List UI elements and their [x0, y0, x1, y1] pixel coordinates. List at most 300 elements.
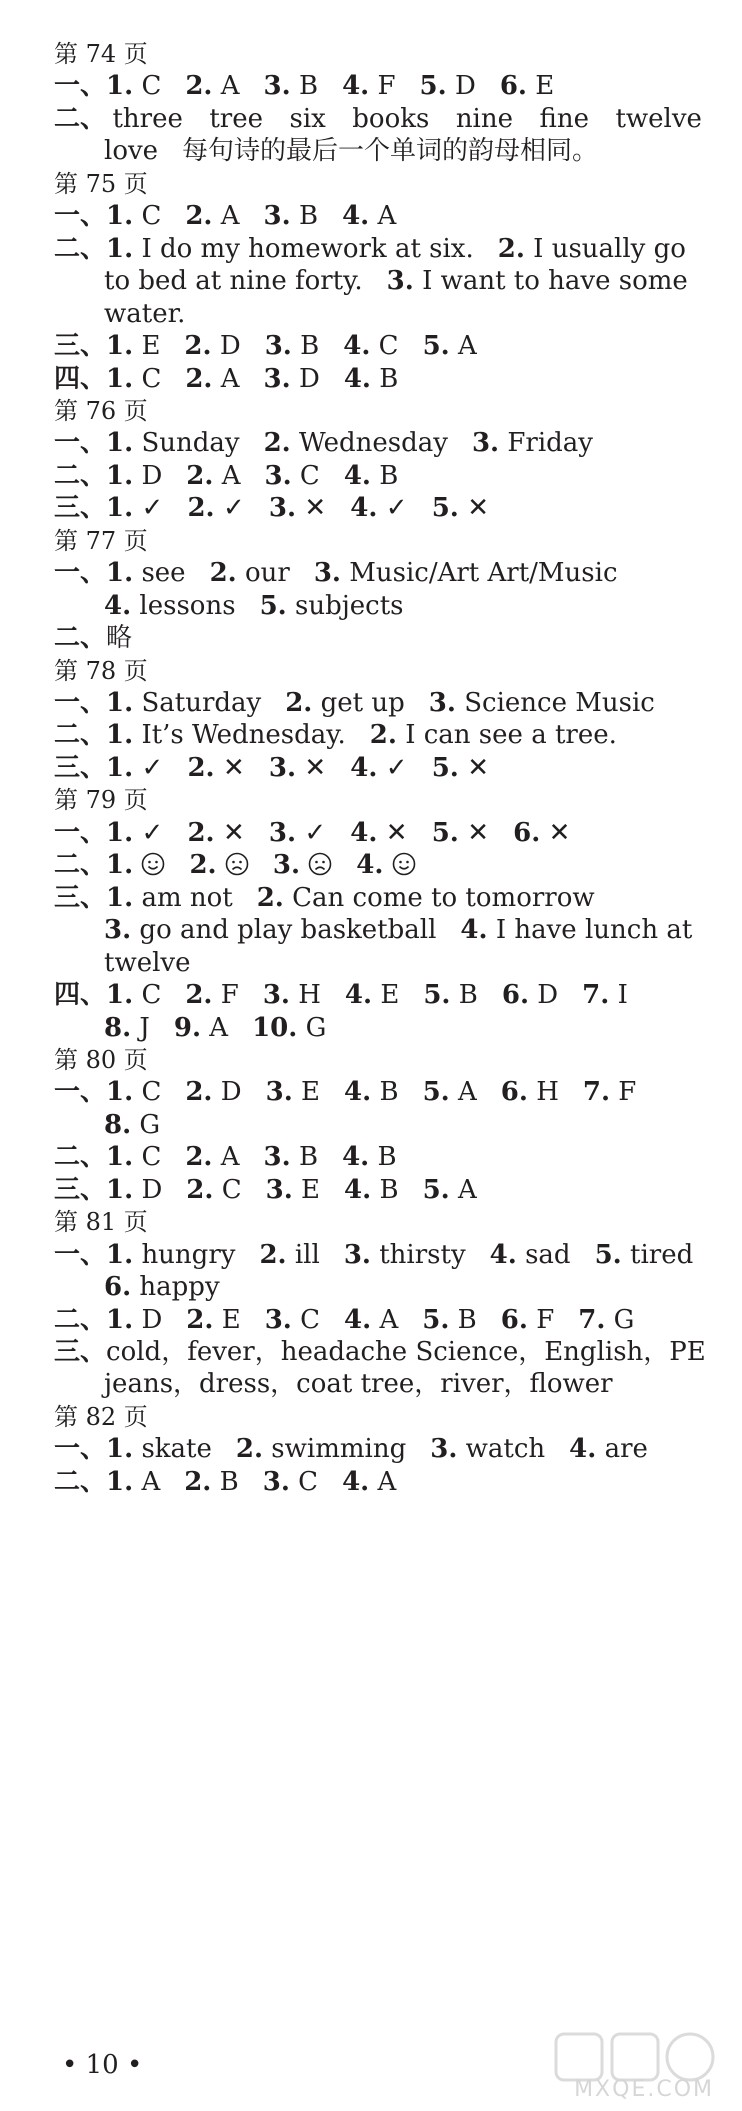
cross-mark-icon: ✕: [222, 817, 245, 848]
question-number: 1.: [106, 752, 134, 783]
answer-text: E: [301, 1077, 321, 1108]
answer-text: C: [221, 1174, 242, 1205]
answer-line: [54, 1336, 706, 1368]
answer-item: [314, 558, 618, 588]
question-number: 3.: [265, 1174, 293, 1205]
answer-line-continuation: [104, 265, 702, 297]
question-number: 1.: [106, 882, 134, 913]
answer-item: [106, 1142, 161, 1172]
answer-line: [54, 427, 702, 459]
answer-text: B: [379, 363, 399, 394]
question-number: 1.: [106, 850, 134, 881]
answer-item: [187, 753, 244, 783]
answer-line: [54, 1466, 702, 1498]
section-marker: 一、: [54, 817, 107, 848]
section-marker: 三、: [54, 752, 107, 783]
answer-text: are: [604, 1434, 648, 1465]
cross-mark-icon: ✕: [385, 817, 408, 848]
answer-item: [490, 1240, 571, 1270]
answer-line: [54, 817, 702, 849]
question-number: 1.: [106, 1239, 134, 1270]
answer-item: [265, 1305, 320, 1335]
answer-item: [106, 364, 161, 394]
answer-item: [106, 1240, 235, 1270]
answer-item: [106, 1077, 161, 1107]
cross-mark-icon: ✕: [467, 817, 490, 848]
answer-item: [106, 688, 261, 718]
answer-item: [186, 1305, 240, 1335]
question-number: 2.: [256, 882, 284, 913]
check-mark-icon: ✓: [222, 493, 245, 524]
answer-text: A: [457, 1077, 477, 1108]
question-number: 2.: [185, 1142, 213, 1173]
answer-item: [342, 201, 396, 231]
cross-mark-icon: ✕: [467, 752, 490, 783]
question-number: 4.: [342, 71, 370, 102]
answer-item: [502, 980, 558, 1010]
answer-item: [501, 1077, 559, 1107]
answer-text: H: [298, 980, 321, 1011]
answer-item: [106, 1305, 162, 1335]
question-number: 1.: [106, 558, 134, 589]
section-marker: 一、: [54, 1077, 107, 1108]
answer-text: Science Music: [464, 688, 655, 718]
question-number: 4.: [342, 1466, 370, 1497]
question-number: 2.: [184, 331, 212, 362]
question-number: 3.: [265, 1077, 293, 1108]
answer-item: [106, 1434, 212, 1464]
page-header: 第 80 页: [54, 1045, 148, 1074]
question-number: 1.: [106, 428, 134, 459]
answer-item: [342, 1142, 397, 1172]
question-number: 6.: [513, 817, 541, 848]
question-number: 2.: [185, 71, 213, 102]
answer-text: F: [220, 980, 239, 1011]
answer-line: [54, 622, 702, 654]
answer-item: [106, 234, 474, 264]
answer-item: [460, 915, 692, 945]
answer-text: fine: [539, 103, 589, 134]
answer-item: [569, 1434, 648, 1464]
answer-text: B: [377, 1142, 397, 1173]
question-number: 4.: [344, 1077, 372, 1108]
cross-mark-icon: ✕: [548, 817, 571, 848]
answer-item: [264, 1142, 319, 1172]
answer-text: I usually go: [533, 233, 686, 264]
answer-text: D: [454, 71, 476, 102]
question-number: 4.: [489, 1239, 517, 1270]
answer-text: Music/Art Art/Music: [349, 558, 618, 589]
answer-item: [266, 1175, 320, 1205]
answer-text: A: [220, 201, 240, 232]
answer-item: [106, 461, 162, 491]
answer-text: C: [141, 980, 162, 1011]
question-number: 6.: [104, 1272, 132, 1303]
answer-text: E: [535, 71, 555, 102]
answer-text: water.: [104, 298, 186, 329]
answer-text: E: [301, 1174, 321, 1205]
answer-text: subjects: [294, 590, 404, 621]
watermark-logo: [552, 2028, 722, 2108]
answer-text: E: [141, 331, 161, 362]
answer-item: [432, 818, 489, 848]
answer-item: [342, 71, 395, 101]
answer-item: [289, 103, 325, 135]
question-number: 7.: [582, 980, 610, 1011]
answer-item: [423, 1175, 477, 1205]
answer-text: G: [305, 1012, 327, 1043]
question-number: 6.: [501, 980, 530, 1011]
answer-item: [104, 136, 158, 166]
answer-line: [54, 557, 702, 589]
question-number: 2.: [235, 1434, 264, 1465]
page-header: 第 78 页: [54, 656, 148, 685]
answer-text: I can see a tree.: [405, 720, 617, 751]
answer-item: [185, 71, 239, 101]
answer-item: [423, 980, 478, 1010]
section-marker: 二、: [54, 1142, 107, 1173]
question-number: 1.: [106, 1077, 134, 1108]
question-number: 1.: [106, 1304, 134, 1335]
answer-item: [185, 980, 238, 1010]
answer-text: skate: [141, 1434, 212, 1465]
answer-line-continuation: [104, 914, 702, 946]
answer-text: F: [377, 71, 396, 102]
answer-item: [252, 1013, 326, 1043]
answer-item: [257, 883, 595, 913]
question-number: 1.: [106, 720, 134, 751]
answer-text: happy: [139, 1272, 220, 1303]
question-number: 4.: [343, 460, 371, 491]
answer-text: D: [537, 980, 559, 1011]
question-number: 4.: [350, 817, 378, 848]
answer-item: [112, 103, 182, 135]
question-number: 1.: [106, 1466, 134, 1497]
answer-item: [185, 1142, 239, 1172]
answer-text: Wednesday: [299, 428, 448, 459]
section-marker: 三、: [54, 331, 107, 362]
answer-text: our: [244, 558, 290, 589]
answer-text: 每句诗的最后一个单词的韵母相同。: [182, 136, 599, 167]
question-number: 2.: [185, 201, 213, 232]
answer-text: C: [298, 1466, 319, 1497]
answer-item: [106, 720, 346, 750]
answer-item: [106, 753, 163, 783]
question-number: 1.: [106, 363, 134, 394]
section-marker: 一、: [54, 428, 107, 459]
answer-text: F: [618, 1077, 637, 1108]
answer-text: cold，fever，headache Science，English，PE: [106, 1337, 706, 1367]
answer-text: A: [209, 1012, 229, 1043]
answer-text: get up: [320, 688, 405, 718]
answer-item: [174, 1013, 228, 1043]
section-marker: 二、: [54, 460, 107, 491]
answer-item: [265, 331, 320, 361]
answer-item: [350, 493, 407, 523]
answer-text: B: [379, 460, 399, 491]
answer-item: [422, 1305, 477, 1335]
check-mark-icon: ✓: [385, 752, 408, 783]
question-number: 2.: [185, 980, 213, 1011]
question-number: 1.: [106, 71, 134, 102]
section-marker: 二、: [54, 233, 107, 264]
answer-item: [104, 1110, 160, 1140]
answer-line: [54, 687, 702, 719]
cross-mark-icon: ✕: [222, 752, 245, 783]
question-number: 1.: [106, 980, 134, 1011]
question-number: 3.: [268, 493, 297, 524]
question-number: 3.: [428, 688, 456, 718]
question-number: 2.: [285, 688, 313, 718]
question-number: 4.: [104, 590, 132, 621]
happy-face-icon: [141, 850, 165, 880]
answer-item: [182, 136, 598, 166]
happy-face-icon: [392, 850, 416, 880]
answer-text: D: [298, 363, 320, 394]
answer-line: [54, 1174, 702, 1206]
answer-text: D: [141, 1174, 163, 1205]
question-number: 2.: [186, 1304, 214, 1335]
answer-line: [54, 200, 702, 232]
answer-item: [500, 71, 554, 101]
answer-text: love: [104, 136, 159, 167]
answer-item: [273, 850, 332, 880]
section-marker: 二、: [54, 1466, 107, 1497]
question-number: 4.: [460, 915, 488, 946]
answer-text: sad: [525, 1239, 571, 1270]
answer-line: [54, 330, 702, 362]
check-mark-icon: ✓: [141, 493, 164, 524]
answer-text: I: [617, 980, 628, 1011]
answer-text: B: [457, 1304, 477, 1335]
answer-item: [187, 493, 244, 523]
answer-text: A: [220, 363, 240, 394]
page-header: 第 74 页: [54, 40, 148, 68]
answer-item: [264, 428, 448, 458]
answer-item: [513, 818, 570, 848]
question-number: 2.: [187, 752, 215, 783]
answer-item: [285, 688, 405, 718]
answer-item: [106, 623, 132, 653]
question-number: 3.: [263, 71, 291, 102]
question-number: 6.: [500, 1304, 528, 1335]
answer-item: [370, 720, 617, 750]
answer-line: [54, 719, 702, 751]
answer-line-continuation: [104, 590, 702, 622]
answer-text: C: [141, 201, 162, 232]
check-mark-icon: ✓: [141, 752, 164, 783]
answer-text: Friday: [507, 428, 593, 459]
answer-item: [263, 1467, 318, 1497]
answer-text: C: [141, 1077, 162, 1108]
answer-item: [615, 103, 701, 135]
answer-text: B: [298, 1142, 319, 1173]
answer-item: [104, 1013, 150, 1043]
section-marker: 一、: [54, 1239, 107, 1270]
answer-line-continuation: [104, 135, 702, 167]
check-mark-icon: ✓: [385, 493, 408, 524]
answer-text: I have lunch at: [495, 915, 693, 946]
answer-text: F: [536, 1304, 555, 1335]
question-number: 10.: [252, 1012, 298, 1043]
answer-item: [352, 103, 429, 135]
question-number: 7.: [578, 1304, 606, 1335]
question-number: 3.: [264, 1304, 292, 1335]
answer-item: [106, 428, 240, 458]
section-marker: 二、: [54, 623, 107, 654]
question-number: 5.: [431, 817, 459, 848]
section-marker: 三、: [54, 1174, 107, 1205]
answer-item: [263, 980, 321, 1010]
question-number: 1.: [106, 817, 134, 848]
answer-item: [387, 266, 688, 296]
question-number: 5.: [422, 1304, 450, 1335]
answer-text: D: [219, 331, 241, 362]
answer-text: Sunday: [141, 428, 240, 459]
answer-text: A: [141, 1466, 161, 1497]
watermark-text: MXQE.COM: [574, 2077, 714, 2102]
section-marker: 二、: [54, 1304, 107, 1335]
question-number: 5.: [422, 1174, 450, 1205]
section-marker: 二、: [54, 103, 107, 134]
question-number: 3.: [263, 201, 291, 232]
question-number: 5.: [422, 1077, 450, 1108]
answer-line-continuation: [104, 947, 702, 979]
answer-text: books: [352, 103, 430, 134]
answer-item: [189, 850, 248, 880]
answer-item: [583, 1077, 636, 1107]
answer-item: [259, 1240, 319, 1270]
answer-item: [104, 266, 363, 296]
question-number: 4.: [344, 980, 373, 1011]
question-number: 3.: [430, 1434, 458, 1465]
answer-text: D: [141, 1304, 163, 1335]
page-header: 第 82 页: [54, 1402, 148, 1431]
answer-item: [269, 753, 326, 783]
question-number: 5.: [431, 752, 459, 783]
question-number: 2.: [497, 233, 525, 264]
answer-line: [54, 233, 702, 265]
question-number: 2.: [185, 363, 213, 394]
answer-text: A: [220, 71, 240, 102]
answer-item: [344, 1175, 399, 1205]
section-marker: 一、: [54, 71, 107, 102]
page-header: 第 77 页: [54, 526, 148, 555]
answer-text: twelve: [615, 103, 702, 134]
section-marker: 一、: [54, 1434, 107, 1465]
answer-text: I want to have some: [422, 266, 688, 297]
answer-text: H: [536, 1077, 559, 1108]
answer-item: [184, 1467, 239, 1497]
question-number: 3.: [272, 850, 301, 881]
question-number: 6.: [499, 71, 527, 102]
answer-text: It’s Wednesday.: [141, 720, 346, 751]
question-number: 1.: [106, 460, 134, 491]
answer-line: [54, 460, 702, 492]
answer-text: to bed at nine forty.: [104, 266, 363, 297]
answer-line: [54, 492, 702, 524]
answer-line-continuation: [104, 1368, 702, 1400]
answer-line-continuation: [104, 1012, 702, 1044]
answer-text: jeans，dress，coat tree，river，flower: [104, 1369, 613, 1400]
page-header: 第 79 页: [54, 786, 148, 815]
section-marker: 四、: [54, 363, 107, 394]
answer-item: [104, 1272, 220, 1302]
answer-item: [185, 201, 239, 231]
answer-item: [264, 71, 319, 101]
question-number: 3.: [264, 460, 292, 491]
answer-text: Can come to tomorrow: [292, 882, 595, 913]
question-number: 8.: [104, 1012, 132, 1043]
answer-item: [264, 201, 319, 231]
check-mark-icon: ✓: [141, 817, 164, 848]
question-number: 3.: [268, 817, 297, 848]
answer-item: [498, 234, 686, 264]
cross-mark-icon: ✕: [467, 493, 490, 524]
question-number: 5.: [419, 71, 447, 102]
question-number: 2.: [184, 1466, 212, 1497]
answer-text: A: [221, 460, 241, 491]
question-number: 5.: [423, 980, 451, 1011]
question-number: 4.: [342, 201, 370, 232]
answer-line: [54, 1141, 702, 1173]
answer-item: [345, 980, 399, 1010]
answer-text: swimming: [271, 1434, 407, 1465]
answer-text: A: [379, 1304, 399, 1335]
answer-item: [343, 331, 398, 361]
question-number: 1.: [106, 1434, 134, 1465]
answer-item: [342, 1467, 396, 1497]
answer-text: A: [457, 331, 477, 362]
question-number: 2.: [369, 720, 397, 751]
answer-text: Saturday: [141, 688, 262, 718]
answer-text: ill: [294, 1239, 320, 1270]
answer-item: [350, 818, 407, 848]
answer-item: [344, 364, 399, 394]
answer-text: C: [141, 1142, 162, 1173]
question-number: 2.: [187, 817, 215, 848]
question-number: 1.: [106, 233, 134, 264]
check-mark-icon: ✓: [304, 817, 327, 848]
question-number: 1.: [106, 201, 134, 232]
answer-text: six: [289, 103, 326, 134]
section-marker: 一、: [54, 558, 107, 589]
question-number: 2.: [259, 1239, 287, 1270]
answer-item: [106, 201, 161, 231]
answer-text: B: [298, 201, 319, 232]
answer-text: C: [300, 1304, 321, 1335]
answer-item: [430, 1434, 545, 1464]
answer-item: [472, 428, 593, 458]
question-number: 4.: [350, 752, 378, 783]
answer-item: [264, 364, 320, 394]
answer-item: [187, 818, 244, 848]
answer-item: [106, 818, 163, 848]
answer-text: hungry: [141, 1239, 236, 1270]
answer-text: C: [141, 363, 162, 394]
question-number: 2.: [187, 493, 215, 524]
answer-item: [106, 493, 163, 523]
question-number: 2.: [186, 460, 214, 491]
answer-item: [350, 753, 407, 783]
question-number: 1.: [106, 688, 134, 718]
page-number: • 10 •: [62, 2050, 143, 2080]
answer-line: [54, 1076, 702, 1108]
answer-text: 略: [106, 623, 133, 654]
answer-item: [104, 948, 190, 978]
page-header: 第 81 页: [54, 1208, 148, 1237]
question-number: 6.: [500, 1077, 528, 1108]
